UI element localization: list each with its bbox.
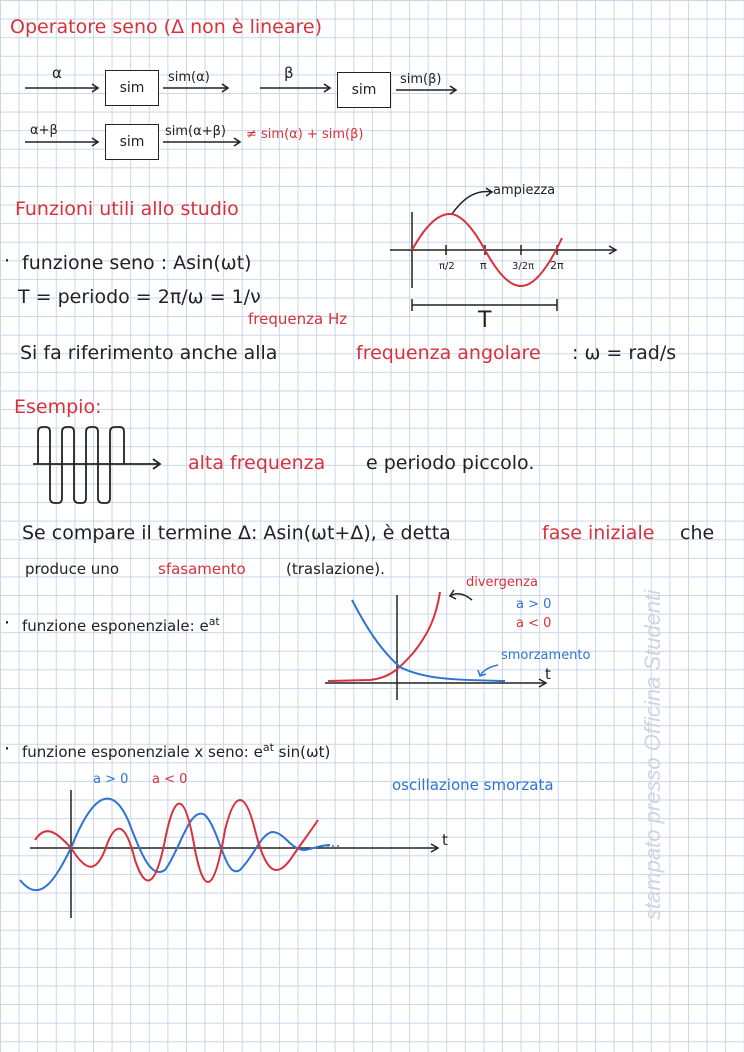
a-negative-label-2: a < 0	[152, 772, 188, 787]
phase-line-prefix: Se compare il termine Δ: Asin(ωt+Δ), è detta	[22, 522, 451, 544]
a-positive-label-2: a > 0	[93, 772, 129, 787]
phase-line2-suffix: (traslazione).	[286, 560, 385, 578]
phase-shift-term: sfasamento	[158, 560, 246, 578]
exp-sine-func-text: funzione esponenziale x seno: e	[22, 743, 263, 761]
func-sine: funzione seno : Asin(ωt)	[22, 252, 252, 274]
amplitude-label: ampiezza	[493, 183, 556, 198]
exp-func-text: funzione esponenziale: e	[22, 617, 209, 635]
section3-title: Esempio:	[14, 396, 102, 418]
tick-pi: π	[480, 259, 487, 272]
exp-sine-func-exponent: at	[262, 741, 274, 754]
phase-line2-prefix: produce uno	[25, 560, 119, 578]
section1-title: Operatore seno (Δ non è lineare)	[10, 16, 323, 38]
input-beta: β	[284, 64, 294, 82]
a-negative-label: a < 0	[516, 616, 552, 631]
tick-two-pi: 2π	[550, 259, 564, 272]
watermark: stampato presso Officina Studenti	[640, 589, 665, 920]
high-frequency-text: alta frequenza	[188, 452, 326, 474]
bullet: ·	[4, 250, 11, 272]
exp-sine-func-tail: sin(ωt)	[278, 743, 331, 761]
output-sim-alpha: sim(α)	[168, 70, 210, 85]
damping-label: smorzamento	[501, 648, 591, 663]
t-axis-label: t	[545, 665, 551, 683]
damped-oscillation-label: oscillazione smorzata	[392, 776, 554, 794]
angular-prefix: Si fa riferimento anche alla	[20, 342, 278, 364]
a-positive-label: a > 0	[516, 597, 552, 612]
exp-func-exponent: at	[208, 615, 220, 628]
tick-pi-half: π/2	[439, 261, 455, 272]
input-alpha-plus-beta: α+β	[30, 123, 58, 138]
t-axis-label-2: t	[442, 831, 448, 849]
angular-unit: : ω = rad/s	[572, 342, 677, 364]
small-period-text: e periodo piccolo.	[366, 452, 535, 474]
period-T: T	[478, 308, 492, 333]
angular-frequency: frequenza angolare	[356, 342, 541, 364]
sim-box-label: sim	[351, 82, 377, 98]
input-alpha: α	[52, 64, 62, 82]
frequency-label: frequenza Hz	[248, 310, 348, 328]
output-sim-sum: sim(α+β)	[165, 124, 226, 139]
divergence-label: divergenza	[466, 575, 538, 590]
phase-line-suffix: che	[680, 522, 715, 544]
decaying-oscillation-curve	[35, 800, 318, 882]
bullet: ·	[4, 612, 11, 634]
tick-three-half-pi: 3/2π	[512, 261, 535, 272]
phase-initial-term: fase iniziale	[542, 522, 655, 544]
section2-title: Funzioni utili allo studio	[15, 198, 239, 220]
period-formula: T = periodo = 2π/ω = 1/ν	[18, 286, 261, 308]
output-sim-beta: sim(β)	[400, 72, 442, 87]
not-equal-expression: ≠ sim(α) + sim(β)	[246, 127, 364, 142]
sim-box-label: sim	[119, 80, 145, 96]
sim-box-label: sim	[119, 134, 145, 150]
bullet: ·	[4, 738, 11, 760]
